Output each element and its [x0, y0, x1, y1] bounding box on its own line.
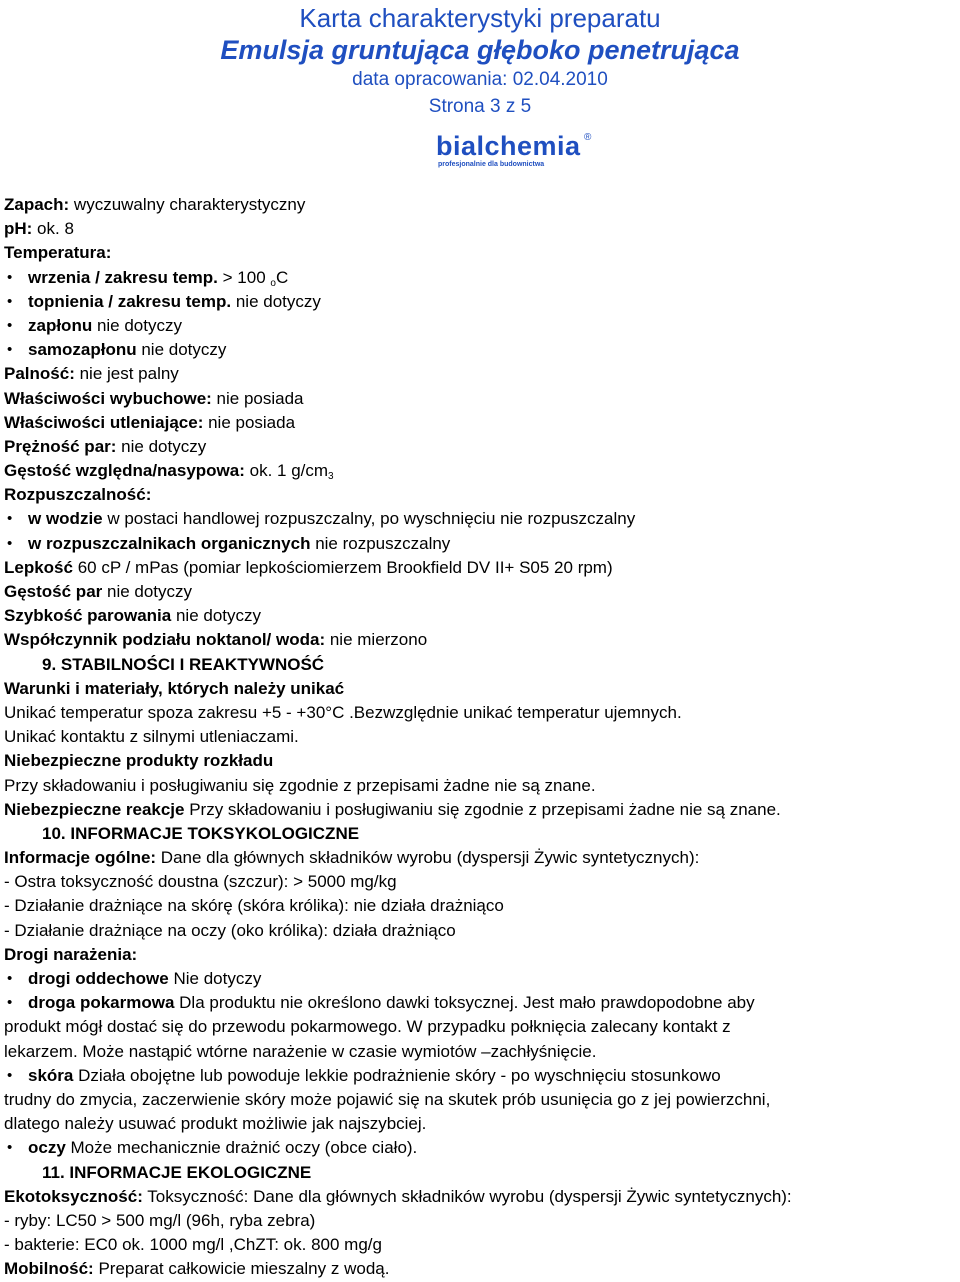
bullet-item: [4, 266, 956, 290]
property-value: ok. 8: [32, 219, 74, 239]
property-value: Przy składowaniu i posługiwaniu się zgodnie z przepisami żadne nie są znane.: [184, 799, 781, 819]
property-label: droga pokarmowa: [28, 993, 175, 1013]
property-line: [4, 798, 956, 822]
property-line: [4, 387, 956, 411]
property-label: Mobilność:: [4, 1259, 94, 1279]
property-label: Lepkość: [4, 557, 73, 577]
property-line: [4, 459, 956, 483]
property-value: Może mechanicznie drażnić oczy (obce ciało).: [65, 1138, 418, 1158]
property-value: w postaci handlowej rozpuszczalny, po wyschnięciu nie rozpuszczalny: [102, 509, 636, 529]
property-label: Współczynnik podziału noktanol/ woda:: [4, 630, 326, 650]
property-value: nie dotyczy: [136, 340, 227, 360]
property-label: oczy: [28, 1138, 66, 1158]
property-line: Rozpuszczalność:: [4, 485, 152, 505]
document-title: Karta charakterystyki preparatu: [299, 3, 661, 33]
document-body: [4, 193, 956, 1281]
property-line: [4, 193, 956, 217]
property-value: nie rozpuszczalny: [310, 533, 451, 553]
product-name: Emulsja gruntująca głęboko penetrująca: [220, 35, 740, 65]
property-value: nie posiada: [211, 388, 304, 408]
subscript: 3: [328, 471, 334, 483]
property-value: nie dotyczy: [92, 315, 182, 335]
text-line: Przy składowaniu i posługiwaniu się zgodnie z przepisami żadne nie są znane.: [4, 775, 596, 795]
property-value: nie dotyczy: [102, 582, 193, 601]
bullet-item: [4, 314, 956, 338]
property-line: [4, 217, 956, 241]
bullet-item: [4, 991, 956, 1015]
property-value: nie jest palny: [74, 364, 179, 384]
property-value: Toksyczność: Dane dla głównych składników wyrobu (dyspersji Żywic syntetycznych):: [142, 1186, 792, 1206]
section-heading-11: 11. INFORMACJE EKOLOGICZNE: [42, 1162, 312, 1182]
property-label: Właściwości wybuchowe:: [4, 388, 212, 408]
property-label: w wodzie: [28, 509, 103, 529]
property-label: wrzenia / zakresu temp.: [28, 267, 218, 287]
preparation-date: data opracowania: 02.04.2010: [352, 69, 608, 90]
property-label: Zapach:: [4, 195, 70, 214]
text-line: Unikać kontaktu z silnymi utleniaczami.: [4, 727, 299, 747]
subsection-heading: Drogi narażenia:: [4, 944, 138, 964]
property-label: Informacje ogólne:: [4, 848, 157, 868]
subsection-heading: Warunki i materiały, których należy unikać: [4, 678, 345, 698]
property-label: samozapłonu: [28, 340, 137, 360]
property-label: Prężność par:: [4, 436, 117, 456]
property-line: [4, 1257, 956, 1281]
property-value: Działa obojętne lub powoduje lekkie podrażnienie skóry - po wyschnięciu stosunkowo: [73, 1065, 721, 1085]
bullet-item: [4, 507, 956, 531]
property-line: Temperatura:: [4, 243, 112, 263]
property-value: Dla produktu nie określono dawki toksycznej. Jest mało prawdopodobne aby: [174, 993, 755, 1013]
bullet-item: [4, 1064, 956, 1088]
property-label: drogi oddechowe: [28, 969, 169, 988]
property-value: nie dotyczy: [231, 291, 321, 311]
subsection-heading: Niebezpieczne produkty rozkładu: [4, 751, 274, 771]
section-heading-10: 10. INFORMACJE TOKSYKOLOGICZNE: [42, 823, 360, 843]
bullet-item: [4, 290, 956, 314]
property-label: topnienia / zakresu temp.: [28, 291, 232, 311]
text-line: Unikać temperatur spoza zakresu +5 - +30°C .Bezwzględnie unikać temperatur ujemnych.: [4, 702, 682, 722]
bullet-item: [4, 532, 956, 556]
registered-mark: ®: [584, 132, 592, 143]
property-label: Ekotoksyczność:: [4, 1186, 143, 1206]
text-line: - Działanie drażniące na skórę (skóra królika): nie działa drażniąco: [4, 896, 504, 916]
property-label: w rozpuszczalnikach organicznych: [28, 533, 311, 553]
property-value: nie dotyczy: [116, 436, 207, 456]
property-label: Właściwości utleniające:: [4, 412, 204, 432]
property-line: [4, 435, 956, 459]
property-value: 60 cP / mPas (pomiar lepkościomierzem Brookfield DV II+ S05 20 rpm): [72, 557, 613, 577]
text-line: - bakterie: EC0 ok. 1000 mg/l ,ChZT: ok. 800 mg/g: [4, 1235, 382, 1255]
property-value: Dane dla głównych składników wyrobu (dyspersji Żywic syntetycznych):: [156, 848, 700, 868]
property-label: Palność:: [4, 364, 75, 384]
property-value: nie mierzono: [325, 630, 428, 650]
text-line: lekarzem. Może nastąpić wtórne narażenie w czasie wymiotów –zachłyśnięcie.: [4, 1041, 597, 1061]
bullet-item: [4, 967, 956, 991]
property-label: pH:: [4, 219, 33, 239]
text-line: - ryby: LC50 > 500 mg/l (96h, ryba zebra): [4, 1210, 316, 1230]
property-line: [4, 604, 956, 628]
bullet-item: [4, 1136, 956, 1160]
text-line: trudny do zmycia, zaczerwienie skóry może pojawić się na skutek prób usunięcia go z jej powierzchni,: [4, 1089, 771, 1109]
property-value: > 100: [217, 267, 271, 287]
property-line: [4, 362, 956, 386]
property-value: nie dotyczy: [171, 606, 261, 626]
property-value: wyczuwalny charakterystyczny: [69, 195, 306, 214]
property-value: nie posiada: [203, 412, 296, 432]
property-label: zapłonu: [28, 315, 93, 335]
property-value: C: [275, 267, 289, 287]
text-line: - Ostra toksyczność doustna (szczur): > 5000 mg/kg: [4, 872, 397, 892]
property-line: [4, 628, 956, 652]
document-header: [0, 2, 960, 120]
property-label: Gęstość względna/nasypowa:: [4, 461, 245, 481]
logo-wordmark: bialchemia: [436, 131, 581, 161]
property-line: [4, 580, 956, 604]
property-line: [4, 556, 956, 580]
logo-tagline: profesjonalnie dla budownictwa: [438, 161, 545, 168]
property-label: skóra: [28, 1065, 74, 1085]
text-line: produkt mógł dostać się do przewodu pokarmowego. W przypadku połknięcia zalecany kontakt z: [4, 1017, 731, 1037]
company-logo: [436, 132, 596, 172]
page-number: Strona 3 z 5: [428, 96, 532, 117]
section-heading-9: 9. STABILNOŚCI I REAKTYWNOŚĆ: [42, 654, 325, 674]
property-line: [4, 1185, 956, 1209]
property-label: Niebezpieczne reakcje: [4, 799, 185, 819]
subscript: o: [270, 277, 276, 289]
property-line: [4, 846, 956, 870]
text-line: dlatego należy usuwać produkt możliwie jak najszybciej.: [4, 1114, 427, 1134]
property-value: Preparat całkowicie mieszalny z wodą.: [93, 1259, 390, 1279]
property-value: Nie dotyczy: [168, 969, 262, 988]
property-label: Szybkość parowania: [4, 606, 172, 626]
property-line: [4, 411, 956, 435]
property-label: Gęstość par: [4, 582, 103, 601]
bullet-item: [4, 338, 956, 362]
text-line: - Działanie drażniące na oczy (oko królika): działa drażniąco: [4, 920, 456, 940]
property-value: ok. 1 g/cm: [244, 461, 329, 481]
